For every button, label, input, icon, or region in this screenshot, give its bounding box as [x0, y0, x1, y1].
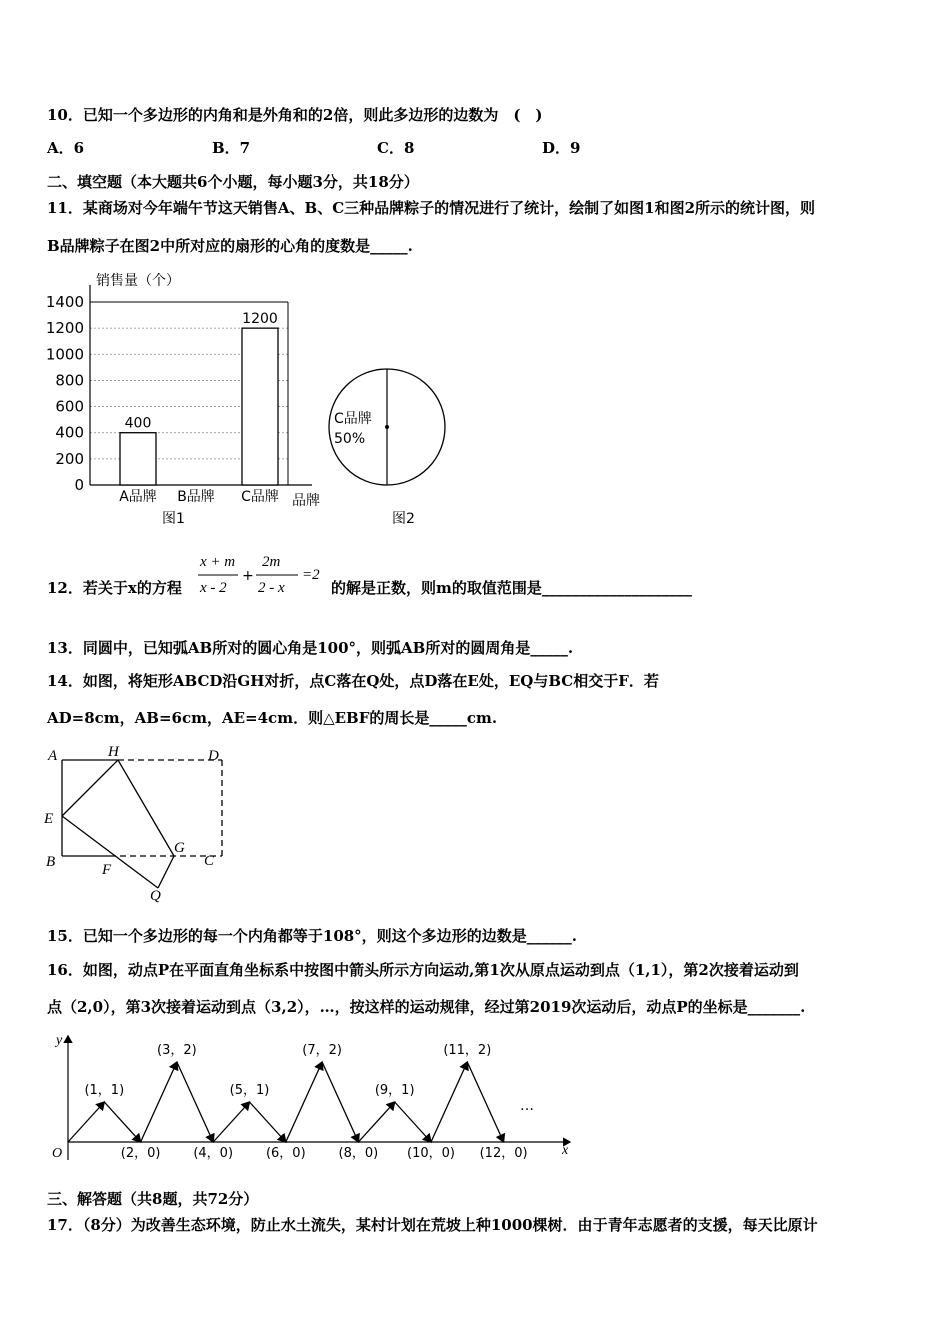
q16-line2: 点（2,0），第3次接着运动到点（3,2），…，按这样的运动规律，经过第2019次运动后，动点P的坐标是_______. — [47, 998, 806, 1016]
q10-option-d: D．9 — [542, 139, 581, 157]
chart-y-tick-label: 800 — [55, 371, 84, 390]
ellipsis: … — [520, 1098, 534, 1114]
chart-y-tick-label: 1200 — [45, 319, 84, 338]
q13-stem: 13．同圆中，已知弧AB所对的圆心角是100°，则弧AB所对的圆周角是_____. — [47, 639, 574, 657]
q16-figure — [40, 1030, 580, 1170]
motion-segment — [322, 1062, 358, 1142]
label-e: E — [44, 811, 54, 827]
eq-denominator-2: 2 - x — [258, 580, 285, 596]
point-label-top: (1，1) — [84, 1083, 125, 1098]
chart-x-tick-label: C品牌 — [241, 489, 279, 505]
q16-line1: 16．如图，动点P在平面直角坐标系中按图中箭头所示方向运动,第1次从原点运动到点（1,1），第2次接着运动到 — [47, 961, 799, 979]
chart-y-ticks — [46, 293, 84, 494]
motion-segment — [467, 1062, 503, 1142]
point-label-bottom: (12，0) — [479, 1146, 528, 1161]
q10-option-a: A．6 — [47, 139, 85, 157]
q17-stem: 17．（8分）为改善生态环境，防止水土流失，某村计划在荒坡上种1000棵树．由于青年志愿者的支援，每天比原计 — [47, 1216, 818, 1234]
chart-x-tick-label: B品牌 — [177, 489, 215, 505]
eq-rhs: =2 — [302, 567, 320, 583]
motion-segment — [68, 1102, 104, 1142]
chart-bar — [242, 328, 278, 485]
q10-option-b: B．7 — [212, 139, 251, 157]
point-label-top: (9，1) — [374, 1083, 415, 1098]
point-label-top: (7，2) — [302, 1043, 342, 1058]
motion-segment — [286, 1062, 322, 1142]
q10-stem: 10．已知一个多边形的内角和是外角和的2倍，则此多边形的边数为 ( ) — [47, 106, 543, 124]
eq-denominator-1: x - 2 — [200, 580, 227, 596]
chart-y-tick-label: 0 — [74, 476, 84, 494]
point-label-top: (3，2) — [157, 1043, 197, 1058]
figure2-caption: 图2 — [392, 511, 415, 527]
label-b: B — [46, 854, 56, 870]
label-c: C — [204, 853, 215, 869]
q11-figure — [40, 265, 460, 535]
chart-x-tick-label: A品牌 — [119, 489, 157, 505]
chart-y-tick-label: 600 — [55, 397, 84, 416]
chart-y-tick-label: 1000 — [45, 345, 84, 364]
chart-y-tick-label: 200 — [55, 449, 84, 468]
motion-segment — [177, 1062, 213, 1142]
pie-slice-percent: 50% — [334, 431, 366, 447]
chart-x-axis-label: 品牌 — [292, 493, 320, 509]
point-label-bottom: (2，0) — [120, 1146, 161, 1161]
label-q: Q — [150, 888, 161, 904]
motion-segment — [395, 1102, 431, 1142]
point-label-bottom: (8，0) — [338, 1146, 379, 1161]
label-h: H — [108, 744, 119, 760]
point-label-top: (11，2) — [443, 1043, 492, 1058]
eq-numerator-2: 2m — [262, 554, 281, 570]
chart-bar — [120, 433, 156, 485]
chart-y-axis-label: 销售量（个） — [96, 273, 180, 289]
point-label-bottom: (4，0) — [193, 1146, 234, 1161]
label-g: G — [174, 840, 185, 856]
q14-line1: 14．如图，将矩形ABCD沿GH对折，点C落在Q处，点D落在E处，EQ与BC相交于F．若 — [47, 672, 659, 690]
chart-y-tick-label: 1400 — [45, 293, 84, 311]
eq-numerator-1: x + m — [200, 554, 236, 570]
q14-figure — [40, 740, 240, 905]
q12-prefix: 12．若关于x的方程 — [47, 579, 182, 597]
point-label-top: (5，1) — [229, 1083, 270, 1098]
axis-y-label: y — [56, 1033, 63, 1048]
chart-data-label: 400 — [124, 415, 152, 432]
q10-option-c: C．8 — [377, 139, 415, 157]
q12-equation — [194, 548, 334, 600]
q12-suffix: 的解是正数，则m的取值范围是____________________ — [331, 579, 692, 597]
pie-slice-label: C品牌 — [334, 411, 372, 427]
point-label-bottom: (6，0) — [265, 1146, 306, 1161]
point-label-bottom: (10，0) — [407, 1146, 455, 1161]
label-a: A — [48, 748, 58, 764]
pie-center — [385, 425, 389, 429]
motion-segment — [213, 1102, 249, 1142]
label-d: D — [208, 748, 219, 764]
q11-line1: 11．某商场对今年端午节这天销售A、B、C三种品牌粽子的情况进行了统计，绘制了如图1和图2所示的统计图，则 — [47, 199, 816, 217]
q11-line2: B品牌粽子在图2中所对应的扇形的心角的度数是_____. — [47, 237, 413, 255]
motion-segment — [250, 1102, 286, 1142]
motion-segment — [104, 1102, 140, 1142]
label-f: F — [102, 862, 112, 878]
chart-data-label: 1200 — [242, 311, 278, 328]
motion-segment — [358, 1102, 394, 1142]
eq-plus: + — [242, 568, 254, 584]
motion-segment — [431, 1062, 467, 1142]
section3-heading: 三、解答题（共8题，共72分） — [47, 1190, 259, 1208]
motion-segment — [141, 1062, 177, 1142]
figure1-caption: 图1 — [162, 511, 185, 527]
q14-line2: AD=8cm，AB=6cm，AE=4cm．则△EBF的周长是_____cm. — [47, 709, 498, 727]
origin-label: O — [52, 1146, 63, 1161]
q15-stem: 15．已知一个多边形的每一个内角都等于108°，则这个多边形的边数是______. — [47, 927, 577, 945]
chart-y-tick-label: 400 — [55, 423, 84, 442]
axis-x-label: x — [562, 1143, 569, 1158]
section2-heading: 二、填空题（本大题共6个小题，每小题3分，共18分） — [47, 173, 419, 191]
